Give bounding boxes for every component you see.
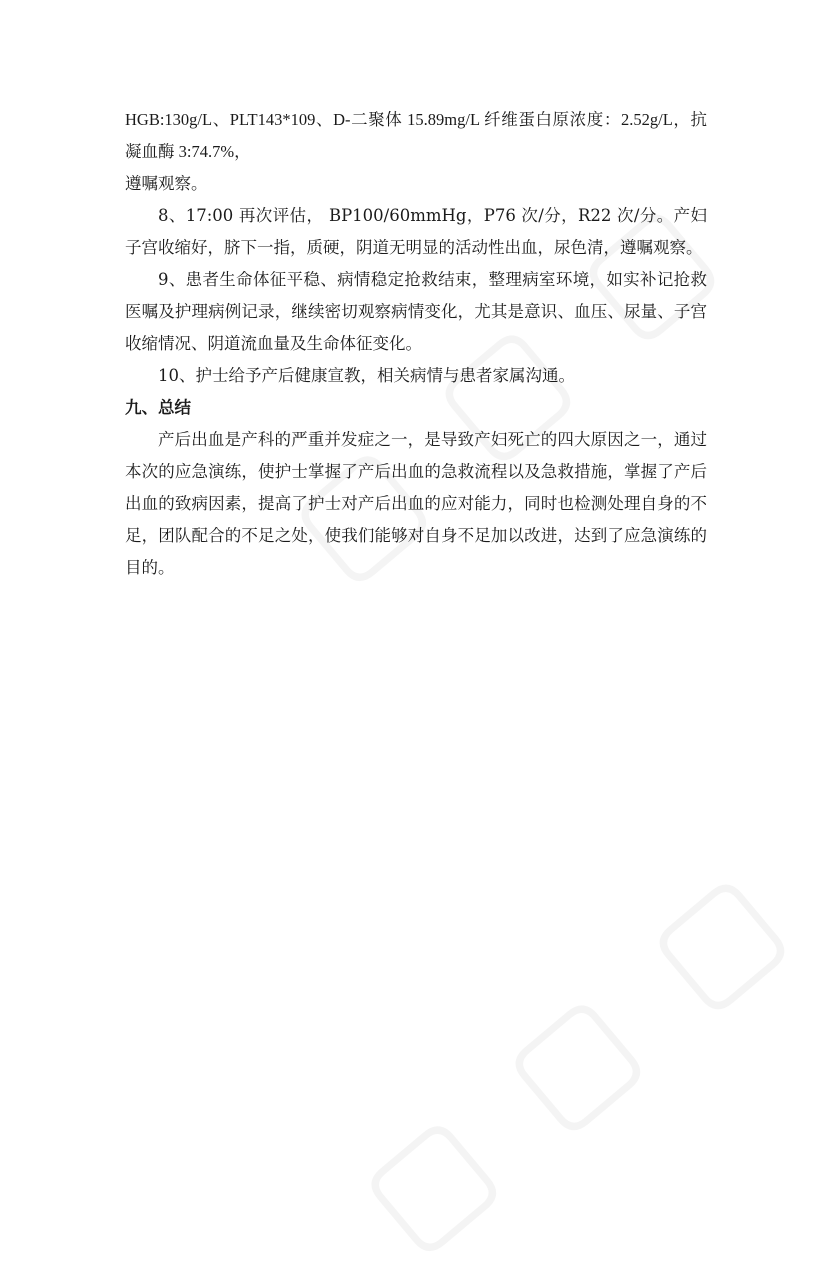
list-item: 10、护士给予产后健康宣教，相关病情与患者家属沟通。 [158, 366, 575, 385]
section-heading: 九、总结 [125, 398, 191, 417]
watermark [331, 834, 819, 1278]
summary-paragraph: 产后出血是产科的严重并发症之一，是导致产妇死亡的四大原因之一，通过本次的应急演练，使护士掌握了产后出血的急救流程以及急救措施，掌握了产后出血的致病因素，提高了护士对产后出血的应对能力，同时也检测处理自身的不足，团队配合的不足之处，使我们能够对自身不足加以改进，达到了应急演练的目的。 [125, 430, 707, 577]
lab-results-line: HGB:130g/L、PLT143*109、D-二聚体 15.89mg/L 纤维蛋白原浓度：2.52g/L，抗凝血酶 3:74.7%， [125, 110, 707, 161]
list-item: 9、患者生命体征平稳、病情稳定抢救结束，整理病室环境，如实补记抢救医嘱及护理病例记录，继续密切观察病情变化，尤其是意识、血压、尿量、子宫收缩情况、阴道流血量及生命体征变化。 [125, 270, 707, 353]
lab-results-continuation: 遵嘱观察。 [125, 174, 208, 193]
document-body [125, 104, 707, 584]
list-item: 8、17:00 再次评估， BP100/60mmHg，P76 次/分，R22 次/分。产妇子宫收缩好，脐下一指，质硬，阴道无明显的活动性出血，尿色清，遵嘱观察。 [125, 206, 707, 257]
